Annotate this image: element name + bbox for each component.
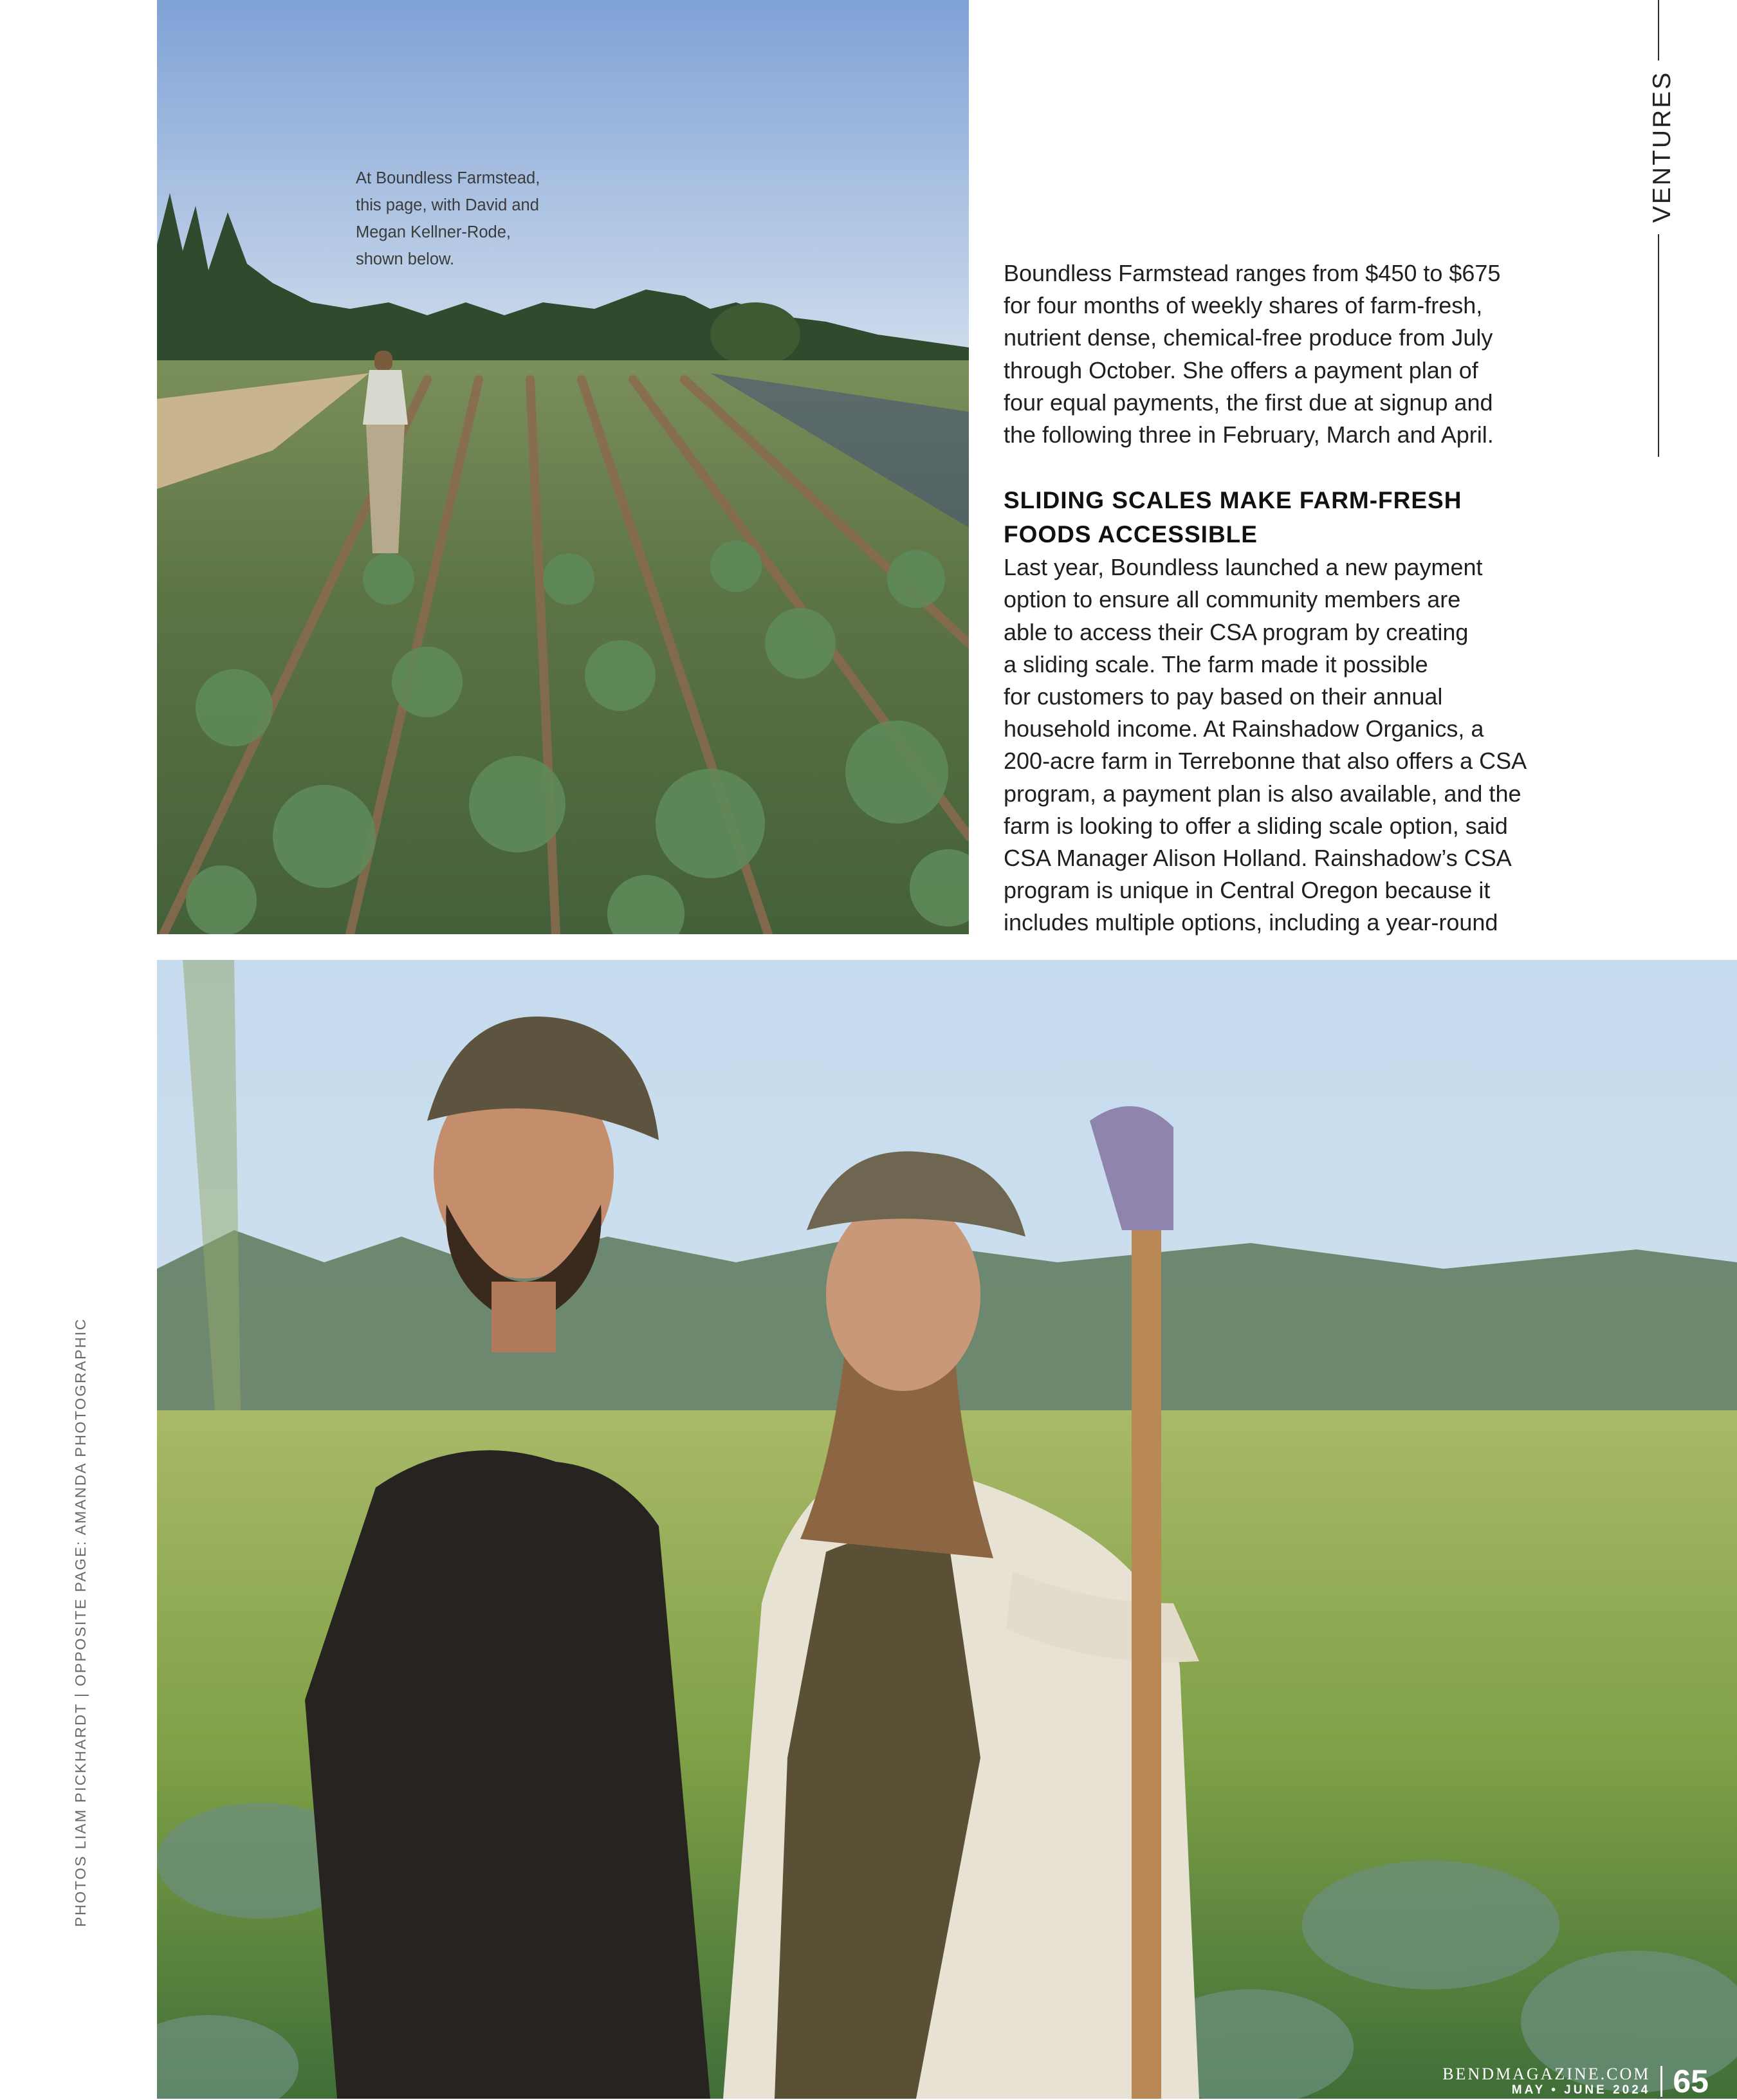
article-paragraph: Boundless Farmstead ranges from $450 to $675 for four months of weekly shares of farm-fresh, nutrient dense, chemical-free produce from July through October. She offers a payment plan of four equal payments, the first due at signup and the following three in February, March and April. — [1004, 260, 1501, 448]
photo-caption — [356, 165, 568, 273]
page-number: 65 — [1673, 2063, 1709, 2099]
section-heading: SLIDING SCALES MAKE FARM-FRESH FOODS ACCESSIBLE — [1004, 487, 1462, 548]
section-label-text: VENTURES — [1648, 70, 1676, 223]
page-folio — [1442, 2063, 1709, 2100]
photo-credit — [72, 1318, 89, 1927]
photo-credit-text: PHOTOS LIAM PICKHARDT | OPPOSITE PAGE: AMANDA PHOTOGRAPHIC — [72, 1318, 89, 1927]
website-name: BENDMAGAZINE.COM — [1442, 2065, 1651, 2083]
folio-divider — [1660, 2066, 1662, 2097]
farm-field-photo — [157, 0, 969, 934]
caption-text: At Boundless Farmstead, this page, with David and Megan Kellner-Rode, shown below. — [356, 169, 540, 268]
issue-date: MAY • JUNE 2024 — [1511, 2083, 1651, 2097]
folio-site — [1442, 2065, 1650, 2097]
article-paragraph: Last year, Boundless launched a new payment option to ensure all community members are able to access their CSA program by creating a sliding scale. The farm made it possible for customers to pay based on their annual household income. At Rainshadow Organics, a 200-acre farm in Terrebonne that also offers a CSA program, a payment plan is also available, and the farm is looking to offer a sliding scale option, said CSA Manager Alison Holland. Rainshadow’s CSA program is unique in Central Oregon because it includes multiple options, including a year-round — [1004, 554, 1527, 936]
article-body — [1004, 257, 1583, 939]
farmers-portrait-photo — [157, 960, 1737, 2099]
